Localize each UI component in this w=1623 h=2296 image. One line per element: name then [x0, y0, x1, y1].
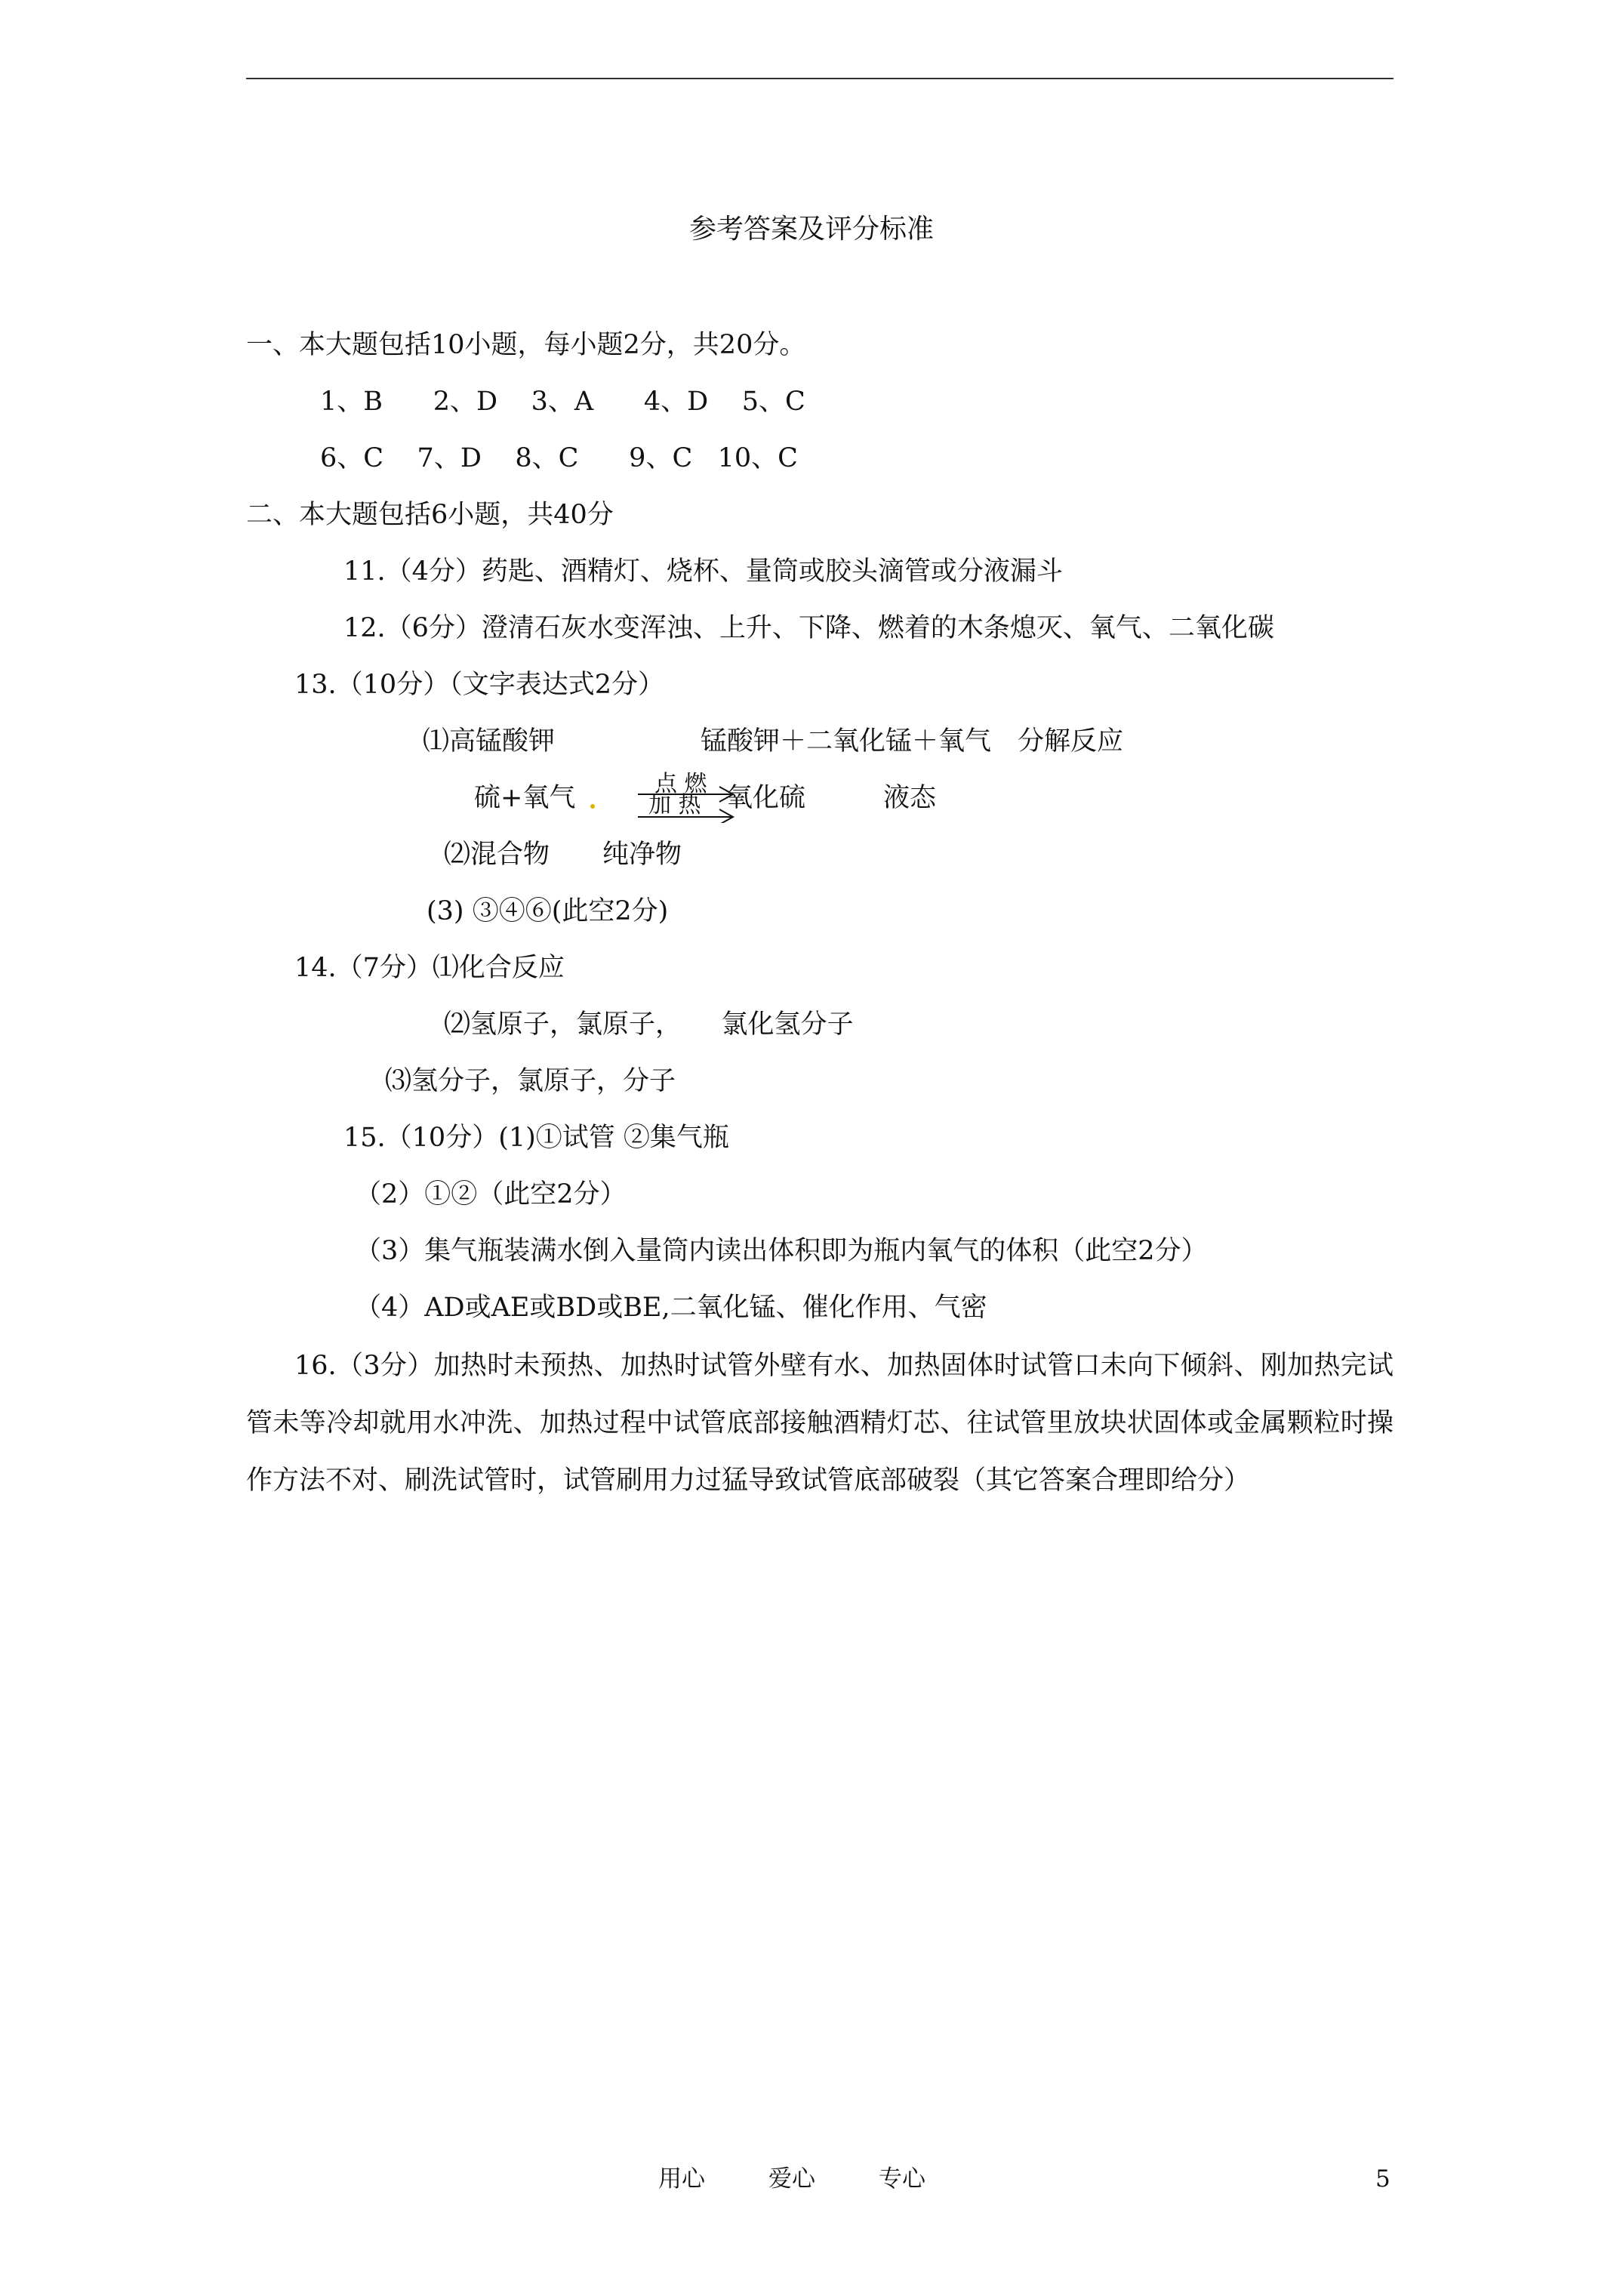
q14-2-answer: ⑵氢原子，氯原子， 氯化氢分子	[444, 1009, 854, 1040]
q13-3-answer: ⑵混合物 纯净物	[444, 840, 682, 870]
section1-answers-row2: 6、C 7、D 8、C 9、C 10、C	[320, 443, 798, 473]
section1-answers-row1: 1、B 2、D 3、A 4、D 5、C	[320, 387, 805, 417]
q16-answer: 16.（3分）加热时未预热、加热时试管外壁有水、加热固体时试管口未向下倾斜、刚加热完试管未等冷却就用水冲洗、加热过程中试管底部接触酒精灯芯、往试管里放块状固体或金属颗粒时操作方法不对、刷洗试管时，试管刷用力过猛导致试管底部破裂（其它答案合理即给分）	[246, 1351, 1394, 1496]
q13-1-reactant: ⑴高锰酸钾	[423, 726, 556, 757]
q13-header: 13.（10分）（文字表达式2分）	[294, 670, 664, 700]
header-rule	[246, 78, 1394, 79]
q13-4-answer: (3) ③④⑥(此空2分)	[427, 896, 669, 926]
page-title: 参考答案及评分标准	[688, 214, 934, 245]
q15-header: 15.（10分）(1)①试管 ②集气瓶	[343, 1123, 729, 1153]
footer-item-3: 专心	[879, 2165, 925, 2193]
reaction-condition-heat: 加 热	[648, 792, 701, 818]
q14-3-answer: ⑶氢分子，氯原子，分子	[385, 1066, 676, 1096]
reaction-arrow	[638, 771, 736, 823]
q15-4-answer: （4）AD或AE或BD或BE,二氧化锰、催化作用、气密	[355, 1293, 987, 1323]
q12-answer: 12.（6分）澄清石灰水变浑浊、上升、下降、燃着的木条熄灭、氧气、二氧化碳	[343, 613, 1274, 643]
section1-header: 一、本大题包括10小题，每小题2分，共20分。	[246, 330, 806, 360]
reaction-condition-ignite: 点 燃	[654, 771, 707, 797]
q13-2-product: 氧化硫	[726, 783, 806, 813]
q13-2-reactants: 硫+氧气	[474, 783, 576, 813]
arrow-icon	[638, 778, 736, 823]
footer-item-1: 用心	[658, 2165, 705, 2193]
footer-item-2: 爱心	[768, 2165, 815, 2193]
q11-answer: 11.（4分）药匙、酒精灯、烧杯、量筒或胶头滴管或分液漏斗	[343, 556, 1063, 587]
section2-header: 二、本大题包括6小题，共40分	[246, 500, 614, 530]
q13-1-products: 锰酸钾＋二氧化锰＋氧气 分解反应	[701, 726, 1124, 757]
q14-header: 14.（7分）⑴化合反应	[294, 953, 565, 983]
q13-2-state: 液态	[883, 783, 937, 813]
q15-3-answer: （3）集气瓶装满水倒入量筒内读出体积即为瓶内氧气的体积（此空2分）	[355, 1236, 1208, 1266]
q15-2-answer: （2）①②（此空2分）	[355, 1179, 627, 1210]
page-number: 5	[1375, 2165, 1390, 2193]
mark-dot	[590, 804, 595, 809]
